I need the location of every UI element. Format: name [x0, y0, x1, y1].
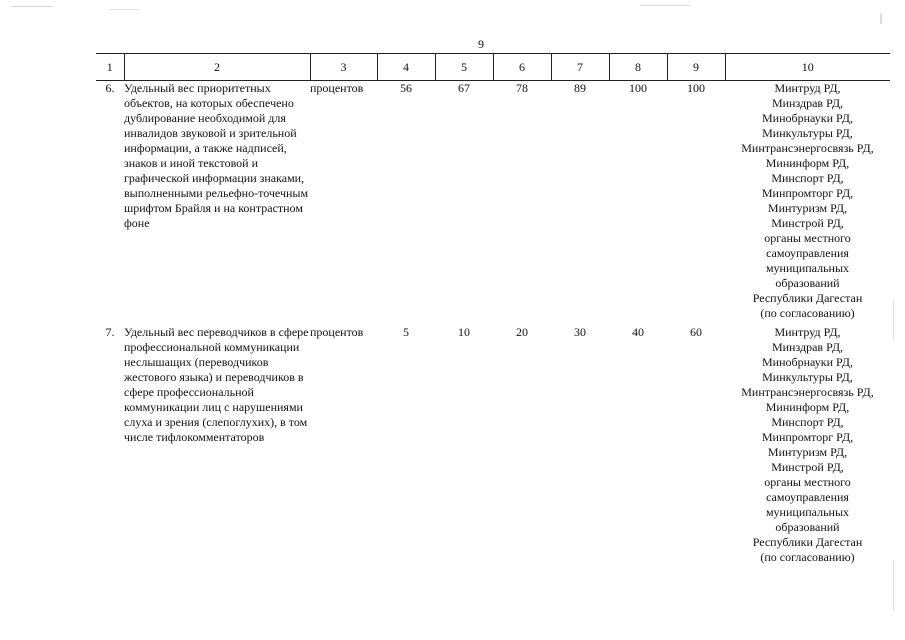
value-cell: 56 [400, 81, 412, 95]
value-cell: 100 [629, 81, 647, 95]
executor-line: Минспорт РД, [771, 171, 844, 185]
executor-line: Минтрансэнергосвязь РД, [741, 141, 874, 155]
executor-line: органы местного [764, 475, 851, 489]
executor-line: Мининформ РД, [765, 156, 850, 170]
value-cell: 67 [458, 81, 470, 95]
executor-line: Минпромторг РД, [761, 430, 854, 444]
header-cell: 9 [667, 54, 725, 81]
row-number: 7. [105, 325, 115, 339]
scan-artifact [880, 14, 882, 24]
executor-line: (по согласованию) [760, 550, 855, 564]
executor-line: Минздрав РД, [771, 340, 844, 354]
executor-line: образований [775, 520, 840, 534]
executor-line: Минздрав РД, [771, 96, 844, 110]
value-cell: 5 [403, 325, 409, 339]
executor-line: Республики Дагестан [752, 291, 863, 305]
value-cell: 100 [687, 81, 705, 95]
executor-line: Мининформ РД, [765, 400, 850, 414]
executor-line: Минтрансэнергосвязь РД, [741, 385, 874, 399]
executor-line: Минтруд РД, [774, 325, 841, 339]
executor-line: Минстрой РД, [771, 216, 844, 230]
executor-line: Минкультуры РД, [762, 370, 853, 384]
executor-line: органы местного [764, 231, 851, 245]
value-cell: 10 [458, 325, 470, 339]
header-cell: 3 [310, 54, 377, 81]
scan-artifact [893, 300, 894, 340]
executors-cell [725, 81, 890, 326]
scan-artifact [640, 5, 690, 6]
row-number: 6. [105, 81, 115, 95]
table-header-row [96, 54, 890, 81]
header-cell: 1 [96, 54, 124, 81]
executor-line: Минпромторг РД, [761, 186, 854, 200]
value-cell: 60 [690, 325, 702, 339]
executor-line: самоуправления [766, 490, 849, 504]
header-cell: 4 [377, 54, 435, 81]
indicator-name: Удельный вес переводчиков в сфере профессиональной коммуникации неслышащих (переводчиков жестового языка) и переводчиков в сфере профессиональной коммуникации лиц с нарушениями слуха и зрения (слепоглухих), в том числе тифлокомментаторов [124, 325, 309, 444]
executor-line: Республики Дагестан [752, 535, 863, 549]
executor-line: Минтуризм РД, [767, 201, 848, 215]
value-cell: 78 [516, 81, 528, 95]
header-cell: 2 [124, 54, 310, 81]
unit-cell: процентов [310, 81, 364, 95]
table-row [96, 325, 890, 581]
executor-line: Минспорт РД, [771, 415, 844, 429]
value-cell: 40 [632, 325, 644, 339]
value-cell: 89 [574, 81, 586, 95]
scan-artifact [12, 6, 52, 7]
unit-cell: процентов [310, 325, 364, 339]
indicator-name: Удельный вес приоритетных объектов, на которых обеспечено дублирование необходимой для инвалидов звуковой и зрительной информации, а также надписей, знаков и иной текстовой и графической информации знаками, выполненными рельефно-точечным шрифтом Брайля и на контрастном фоне [124, 81, 309, 230]
executor-line: самоуправления [766, 246, 849, 260]
scan-artifact [110, 9, 140, 10]
scan-artifact [893, 560, 894, 610]
executor-line: Минстрой РД, [771, 460, 844, 474]
header-cell: 10 [725, 54, 890, 81]
header-cell: 7 [551, 54, 609, 81]
executor-line: Минкультуры РД, [762, 126, 853, 140]
page-number: 9 [478, 37, 484, 51]
executor-line: Минтруд РД, [774, 81, 841, 95]
executor-line: (по согласованию) [760, 306, 855, 320]
header-cell: 6 [493, 54, 551, 81]
value-cell: 20 [516, 325, 528, 339]
header-cell: 8 [609, 54, 667, 81]
table-row [96, 81, 890, 326]
value-cell: 30 [574, 325, 586, 339]
executor-line: Минтуризм РД, [767, 445, 848, 459]
header-cell: 5 [435, 54, 493, 81]
executor-line: муниципальных [765, 261, 850, 275]
executor-line: Минобрнауки РД, [762, 355, 853, 369]
indicators-table [96, 53, 890, 581]
executor-line: Минобрнауки РД, [762, 111, 853, 125]
executor-line: образований [775, 276, 840, 290]
executors-cell [725, 325, 890, 581]
executor-line: муниципальных [765, 505, 850, 519]
